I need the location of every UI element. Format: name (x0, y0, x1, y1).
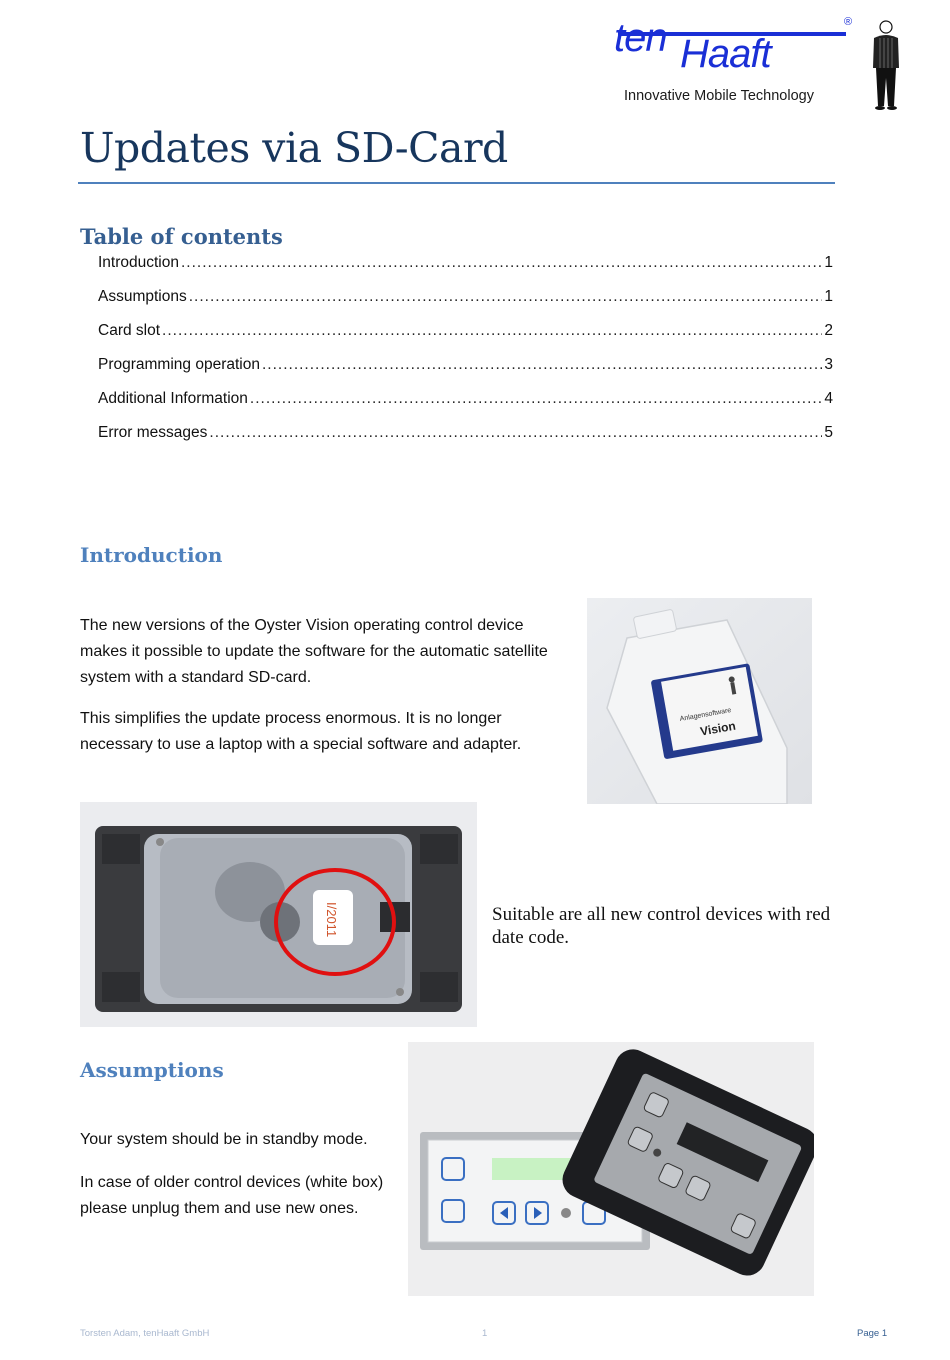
toc-entry-page: 5 (824, 424, 833, 441)
device-caption: Suitable are all new control devices with red date code. (492, 904, 831, 948)
toc-entry-page: 3 (824, 356, 833, 373)
control-panels-photo (408, 1042, 814, 1296)
toc-entry-label: Error messages (98, 424, 208, 441)
footer-author: Torsten Adam, tenHaaft GmbH (80, 1328, 210, 1339)
toc-entry[interactable] (98, 322, 833, 356)
registered-mark: ® (844, 16, 853, 28)
control-device-back-photo (80, 802, 477, 1027)
toc-entry-label: Introduction (98, 254, 179, 271)
document-title: Updates via SD-Card (80, 124, 508, 172)
toc-entry-label: Additional Information (98, 390, 248, 407)
logo-text-ten: ten (614, 16, 667, 60)
toc-entry[interactable] (98, 288, 833, 322)
logo-tagline: Innovative Mobile Technology (624, 88, 814, 104)
toc-heading: Table of contents (80, 224, 283, 249)
company-logo (612, 14, 912, 114)
footer-center-page: 1 (482, 1328, 488, 1339)
assumptions-paragraph: In case of older control devices (white box) please unplug them and use new ones. (80, 1174, 384, 1217)
toc-entry[interactable] (98, 424, 833, 458)
toc-entry[interactable] (98, 254, 833, 288)
toc-entry-label: Card slot (98, 322, 161, 339)
toc-entry[interactable] (98, 356, 833, 390)
logo-text-haaft: Haaft (680, 32, 771, 76)
toc-entry-label: Programming operation (98, 356, 260, 373)
toc-entry-page: 2 (824, 322, 833, 339)
sd-label-line1: Anlagensoftware (679, 707, 732, 724)
toc-entry-page: 1 (824, 254, 833, 271)
assumptions-paragraph: Your system should be in standby mode. (80, 1131, 368, 1148)
section-heading-introduction: Introduction (80, 543, 223, 567)
footer-page-number: Page 1 (857, 1328, 888, 1339)
sd-label-line2: Vision (699, 718, 737, 739)
toc-leader-dots (189, 288, 823, 306)
intro-paragraph: The new versions of the Oyster Vision operating control device makes it possible to update the software for the automatic satellite system with a standard SD-card. (80, 617, 548, 686)
toc-entry-label: Assumptions (98, 288, 187, 305)
intro-paragraph: This simplifies the update process enormous. It is no longer necessary to use a laptop with a special software and adapter. (80, 710, 522, 753)
section-heading-assumptions: Assumptions (80, 1058, 224, 1082)
toc-entry-page: 1 (824, 288, 833, 305)
sd-card-photo (587, 598, 812, 804)
toc-entry[interactable] (98, 390, 833, 424)
toc-leader-dots (162, 322, 822, 340)
date-code-label: I/2011 (324, 902, 339, 938)
title-divider (78, 182, 835, 184)
toc-leader-dots (209, 424, 822, 442)
table-of-contents (98, 254, 833, 458)
toc-leader-dots (262, 356, 822, 374)
toc-leader-dots (250, 390, 822, 408)
toc-leader-dots (181, 254, 822, 272)
mascot-figure-icon (866, 18, 906, 112)
toc-entry-page: 4 (824, 390, 833, 407)
